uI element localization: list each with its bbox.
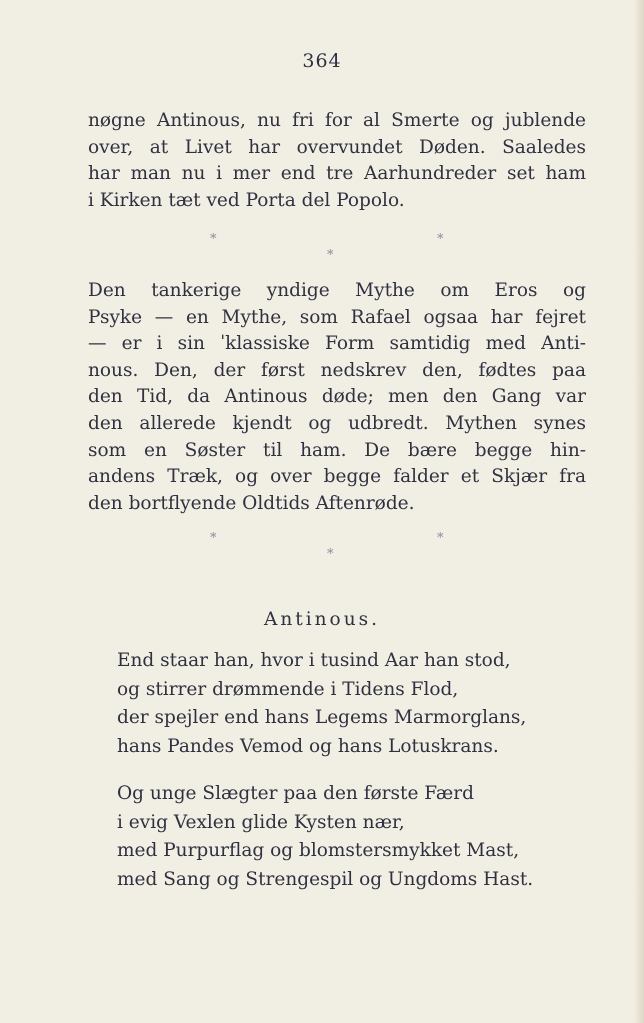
section-divider (0, 531, 644, 571)
text-line: Den tankerige yndige Mythe om Eros og (88, 280, 586, 301)
asterism-star: * (327, 547, 334, 562)
poem-stanza-1 (117, 647, 526, 761)
verse-line: med Purpurflag og blomstersmykket Mast, (117, 840, 520, 861)
paragraph-1 (88, 108, 586, 214)
text-line: — er i sin ˈklassiske Form samtidig med Anti- (88, 333, 586, 355)
asterism-star: * (327, 248, 334, 263)
verse-line: med Sang og Strengespil og Ungdoms Hast. (117, 868, 534, 890)
text-line: over, at Livet har overvundet Døden. Saaledes (88, 136, 586, 158)
verse-line: i evig Vexlen glide Kysten nær, (117, 811, 405, 833)
text-line: som en Søster til ham. De bære begge hin- (88, 439, 586, 461)
verse-line: End staar han, hvor i tusind Aar han stod, (117, 650, 511, 671)
verse-line: og stirrer drømmende i Tidens Flod, (117, 678, 459, 700)
paragraph-2 (88, 278, 586, 517)
verse-line: Og unge Slægter paa den første Færd (117, 783, 474, 804)
page-number: 364 (302, 50, 342, 72)
poem-stanza-2 (117, 780, 533, 894)
section-divider (0, 232, 644, 272)
text-line: Psyke — en Mythe, som Rafael ogsaa har fejret (88, 306, 586, 328)
asterism-star: * (210, 232, 217, 247)
asterism-star: * (210, 531, 217, 546)
text-line: nøgne Antinous, nu fri for al Smerte og jublende (88, 110, 586, 131)
verse-line: der spejler end hans Legems Marmorglans, (117, 707, 527, 728)
poem-title: Antinous. (264, 609, 380, 630)
asterism-star: * (437, 232, 444, 247)
text-line: den Tid, da Antinous døde; men den Gang var (88, 386, 586, 408)
page-edge-shadow (634, 0, 644, 1023)
text-line: den allerede kjendt og udbredt. Mythen synes (88, 412, 586, 434)
text-line: den bortflyende Oldtids Aftenrøde. (88, 492, 415, 514)
text-line: andens Træk, og over begge falder et Skjær fra (88, 466, 586, 488)
asterism-star: * (437, 531, 444, 546)
text-line: nous. Den, der først nedskrev den, fødtes paa (88, 359, 586, 381)
text-line: i Kirken tæt ved Porta del Popolo. (88, 189, 405, 211)
verse-line: hans Pandes Vemod og hans Lotuskrans. (117, 735, 499, 757)
text-line: har man nu i mer end tre Aarhundreder set ham (88, 163, 586, 185)
